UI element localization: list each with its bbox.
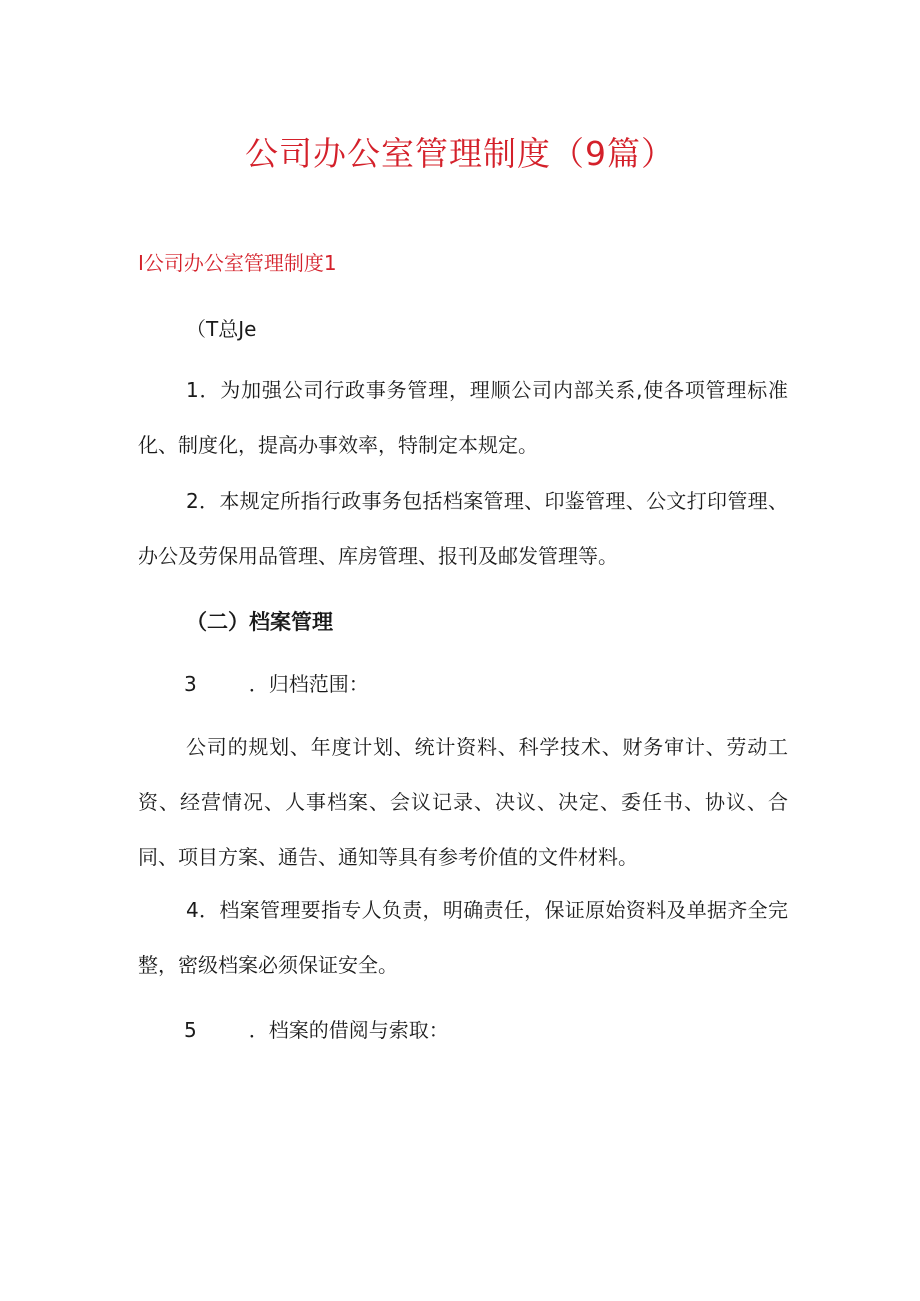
section1-heading: （T总Je bbox=[186, 317, 257, 341]
paragraph-3: 公司的规划、年度计划、统计资料、科学技术、财务审计、劳动工资、经营情况、人事档案、会议记录、决议、决定、委任书、协议、合同、项目方案、通告、通知等具有参考价值的文件材料。 bbox=[138, 735, 788, 869]
section2-heading: （二）档案管理 bbox=[186, 610, 333, 634]
paragraph-1: 1．为加强公司行政事务管理，理顺公司内部关系,使各项管理标准化、制度化，提高办事效率，特制定本规定。 bbox=[138, 378, 788, 457]
item-5 bbox=[184, 1020, 834, 1040]
paragraph-2: 2．本规定所指行政事务包括档案管理、印鉴管理、公文打印管理、办公及劳保用品管理、库房管理、报刊及邮发管理等。 bbox=[138, 489, 788, 568]
document-title: 公司办公室管理制度（9篇） bbox=[245, 134, 675, 173]
item-3-text: ．归档范围： bbox=[248, 672, 369, 696]
item-3 bbox=[184, 674, 834, 694]
paragraph-4: 4．档案管理要指专人负责，明确责任，保证原始资料及单据齐全完整，密级档案必须保证安全。 bbox=[138, 898, 788, 977]
document-subtitle: I公司办公室管理制度1 bbox=[138, 251, 337, 275]
item-5-number: 5 bbox=[184, 1018, 197, 1042]
item-5-text: ．档案的借阅与索取： bbox=[248, 1018, 449, 1042]
item-3-number: 3 bbox=[184, 672, 197, 696]
